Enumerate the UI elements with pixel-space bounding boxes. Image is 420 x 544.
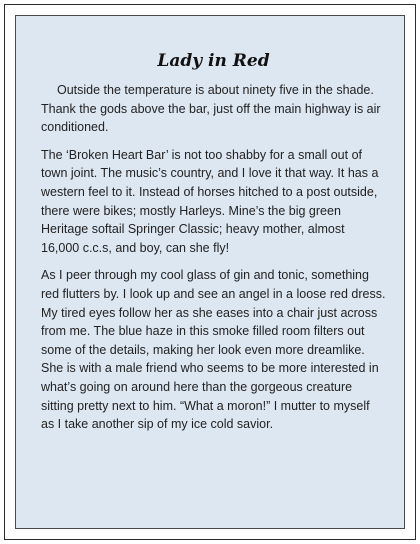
paragraph-3: As I peer through my cool glass of gin and tonic, something red flutters by. I look up and see an angel in a loose red dress. My tired eyes follow her as she eases into a chair just across from me. The blue haze in this smoke filled room filters out some of the details, making her look even more dreamlike. She is with a male friend who seems to be more interested in what’s going on around here than the gorgeous creature sitting pretty next to him. “What a moron!” I mutter to myself as I take another sip of my ice cold savior. bbox=[41, 268, 386, 432]
paragraph-2: The ‘Broken Heart Bar’ is not too shabby for a small out of town joint. The music’s country, and I love it that way. It has a western feel to it. Instead of horses hitched to a post outside, there were bikes; mostly Harleys. Mine’s the big green Heritage softail Springer Classic; heavy mother, almost 16,000 c.c.s, and boy, can she fly! bbox=[41, 147, 379, 255]
page-border bbox=[4, 4, 416, 540]
story-body bbox=[41, 51, 386, 443]
paragraph-1: Outside the temperature is about ninety five in the shade. Thank the gods above the bar, just off the main highway is air conditioned. bbox=[41, 83, 381, 135]
page-panel bbox=[15, 15, 405, 529]
story-title: Lady in Red bbox=[157, 51, 270, 71]
